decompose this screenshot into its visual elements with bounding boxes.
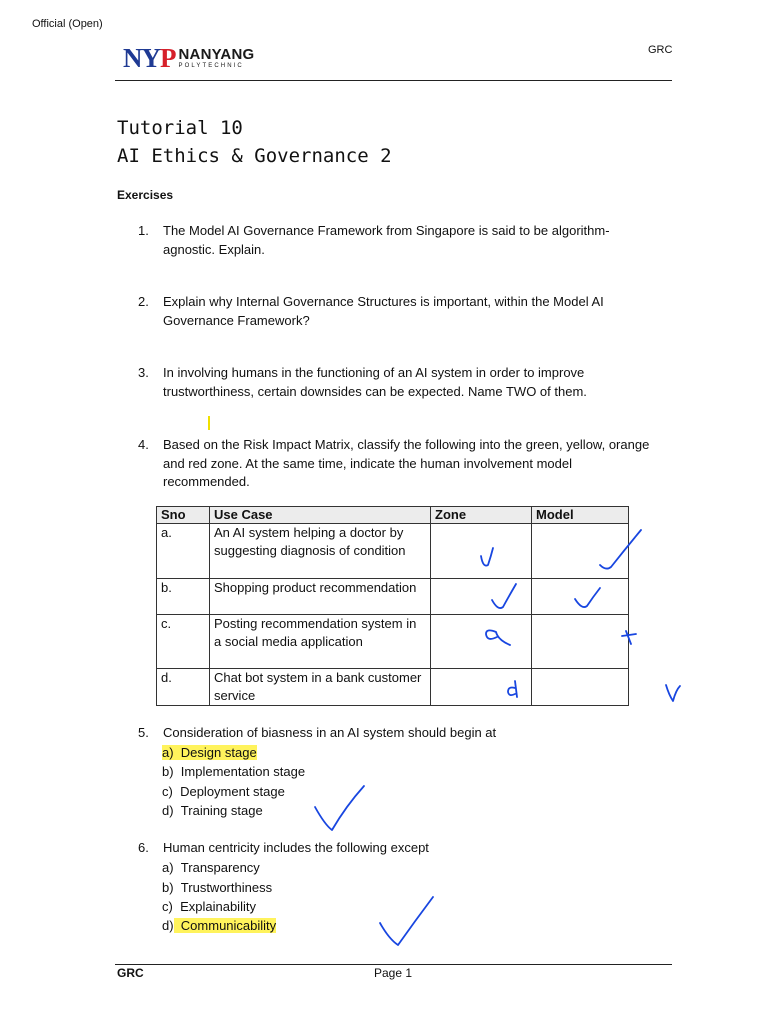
q5-option-c[interactable] [162, 782, 285, 801]
page-title-line1: Tutorial 10 [117, 117, 243, 139]
question-5 [138, 724, 658, 743]
table-row [157, 524, 629, 579]
logo-subtitle: POLYTECHNIC [178, 63, 244, 69]
question-number: 4. [138, 437, 149, 452]
option-text: Transparency [180, 860, 260, 875]
question-number: 6. [138, 840, 149, 855]
option-letter: b) [162, 880, 174, 895]
check-mark-icon [380, 897, 433, 945]
question-text: Human centricity includes the following except [163, 840, 429, 855]
check-mark-icon [315, 786, 364, 830]
cell-zone[interactable] [431, 615, 532, 669]
header-model: Model [532, 507, 629, 524]
footer-divider [115, 964, 672, 965]
text-cursor-mark [208, 416, 210, 430]
option-text: Implementation stage [180, 764, 306, 779]
cell-sno: c. [157, 615, 210, 669]
option-text: Communicability [180, 918, 277, 933]
footer-course-code: GRC [117, 966, 144, 980]
question-2 [138, 293, 658, 330]
header-zone: Zone [431, 507, 532, 524]
option-letter: a) [162, 860, 174, 875]
question-3 [138, 364, 658, 401]
question-text: Based on the Risk Impact Matrix, classify the following into the green, yellow, orange and red zone. At the same time, indicate the human involvement model recommended. [163, 437, 650, 489]
cell-model[interactable] [532, 615, 629, 669]
header-sno: Sno [157, 507, 210, 524]
cell-sno: d. [157, 669, 210, 706]
table-row [157, 669, 629, 706]
cell-model[interactable] [532, 524, 629, 579]
cell-model[interactable] [532, 669, 629, 706]
q6-option-c[interactable] [162, 897, 256, 916]
option-letter: a) [162, 745, 174, 760]
option-letter: b) [162, 764, 174, 779]
question-text: The Model AI Governance Framework from Singapore is said to be algorithm-agnostic. Explain. [163, 223, 610, 257]
question-1 [138, 222, 658, 259]
option-letter: c) [162, 899, 173, 914]
option-text: Design stage [180, 745, 257, 760]
option-letter: c) [162, 784, 173, 799]
option-letter: d) [162, 803, 174, 818]
question-number: 2. [138, 294, 149, 309]
table-header-row [157, 507, 629, 524]
cell-model[interactable] [532, 579, 629, 615]
option-text: Deployment stage [180, 784, 285, 799]
cell-sno: a. [157, 524, 210, 579]
question-text: Explain why Internal Governance Structures is important, within the Model AI Governance Framework? [163, 294, 604, 328]
q5-option-d[interactable] [162, 801, 263, 820]
option-letter: d) [162, 918, 174, 933]
question-text: Consideration of biasness in an AI system should begin at [163, 725, 497, 740]
question-4 [138, 436, 658, 492]
cell-use-case: Shopping product recommendation [210, 579, 431, 615]
option-text: Training stage [180, 803, 263, 818]
header-divider [115, 80, 672, 81]
risk-matrix-table [156, 506, 629, 706]
header-course-code: GRC [648, 44, 673, 56]
q6-option-a[interactable] [162, 858, 260, 877]
question-number: 1. [138, 223, 149, 238]
option-text: Trustworthiness [180, 880, 273, 895]
logo-mark: NYP [123, 42, 176, 73]
page-title-line2: AI Ethics & Governance 2 [117, 145, 392, 167]
cell-sno: b. [157, 579, 210, 615]
cell-zone[interactable] [431, 579, 532, 615]
logo-name: NANYANG [178, 46, 255, 63]
section-heading: Exercises [117, 188, 174, 202]
q6-option-b[interactable] [162, 878, 272, 897]
q5-option-b[interactable] [162, 762, 305, 781]
q6-option-d[interactable] [162, 916, 276, 935]
classification-label: Official (Open) [32, 18, 103, 30]
table-row [157, 615, 629, 669]
cell-use-case: Posting recommendation system in a social media application [210, 615, 431, 669]
header-use-case: Use Case [210, 507, 431, 524]
q5-option-a[interactable] [162, 743, 257, 762]
table-row [157, 579, 629, 615]
question-number: 5. [138, 725, 149, 740]
cell-use-case: An AI system helping a doctor by suggesting diagnosis of condition [210, 524, 431, 579]
handwritten-cross-mark [666, 685, 680, 701]
cell-zone[interactable] [431, 524, 532, 579]
nyp-logo [123, 42, 255, 73]
option-text: Explainability [180, 899, 256, 914]
question-number: 3. [138, 365, 149, 380]
question-text: In involving humans in the functioning of an AI system in order to improve trustworthiness, certain downsides can be expected. Name TWO of them. [163, 365, 587, 399]
question-6 [138, 839, 658, 858]
cell-use-case: Chat bot system in a bank customer service [210, 669, 431, 706]
cell-zone[interactable] [431, 669, 532, 706]
page-number: Page 1 [374, 966, 413, 980]
